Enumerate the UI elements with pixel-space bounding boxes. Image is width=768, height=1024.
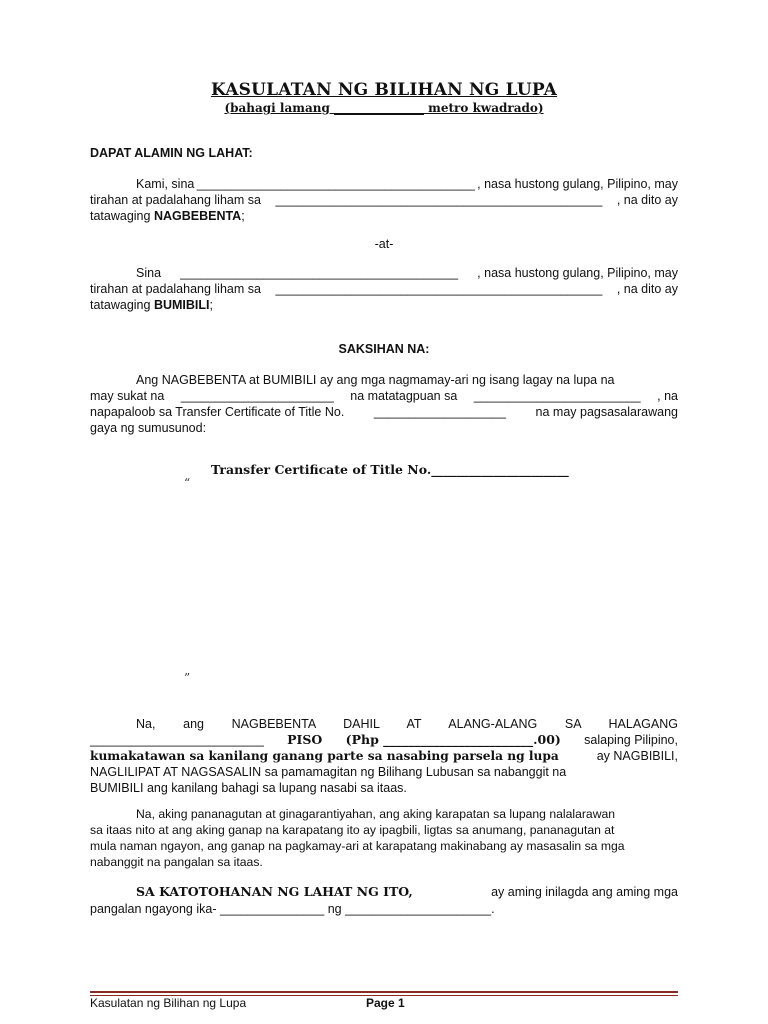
land-location-blank: ________________________ (473, 389, 641, 403)
seller-paragraph: Kami, sina ________________________________________ , nasa hustong gulang, Pilipino, may tirahan at padalahang liham sa _______________________________________________ , na dito ay tatawaging NAGBEBENTA; (90, 177, 678, 223)
warranty-paragraph: Na, aking pananagutan at ginagarantiyahan, ang aking karapatan sa lupang nalalarawan sa itaas nito at ang aking ganap na karapatang ito ay ipagbili, ligtas sa anumang, pananagutan at mula naman ngayon, ang ganap na pagkamay-ari at karapatang makinabang ay masasalin sa mga nabanggit na pangalan sa itaas. (90, 807, 625, 869)
buyer-paragraph: Sina ________________________________________ , nasa hustong gulang, Pilipino, may tirahan at padalahang liham sa _______________________________________________ , na dito ay tatawaging BUMIBILI; (90, 266, 678, 312)
price-php-blank: (Php ________________________.00) (345, 732, 561, 747)
section-heading-dapat-alamin: DAPAT ALAMIN NG LAHAT: (90, 146, 253, 160)
tct-number-blank: ___________________ (373, 405, 506, 419)
buyer-role-label: BUMIBILI (153, 298, 210, 312)
signing-date-line: pangalan ngayong ika- _______________ ng _____________________. (90, 902, 495, 916)
tct-heading: Transfer Certificate of Title No.______________________ (211, 462, 569, 477)
witness-paragraph: SA KATOTOHANAN NG LAHAT NG ITO, ay aming inilagda ang aming mga pangalan ngayong ika- _______________ ng _____________________. (90, 884, 678, 916)
seller-name-blank: ________________________________________ (196, 177, 475, 191)
quote-close-mark: ” (184, 671, 191, 685)
ownership-paragraph: Ang NAGBEBENTA at BUMIBILI ay ang mga nagmamay-ari ng isang lagay na lupa na may sukat na ______________________ na matatagpuan sa ________________________ , na napapaloob sa Transfer Certificate of Title No. ___________________ na may pagsasalarawang gaya ng sumusunod: (90, 373, 678, 435)
document-subtitle: (bahagi lamang _______________ metro kwadrado) (224, 101, 544, 115)
seller-address-blank: _______________________________________________ (275, 193, 603, 207)
document-title: KASULATAN NG BILIHAN NG LUPA (210, 80, 558, 100)
land-area-blank: ______________________ (180, 389, 334, 403)
buyer-address-blank: _______________________________________________ (275, 282, 603, 296)
quote-open-mark: “ (184, 476, 191, 490)
footer-page-number: Page 1 (366, 996, 405, 1010)
seller-role-label: NAGBEBENTA (153, 209, 242, 223)
footer-rule-thick (90, 991, 678, 993)
buyer-name-blank: ________________________________________ (180, 266, 459, 280)
price-words-blank: _________________________ (90, 733, 264, 747)
footer-document-name: Kasulatan ng Bilihan ng Lupa (90, 996, 247, 1010)
section-heading-saksihan: SAKSIHAN NA: (338, 342, 430, 356)
sale-paragraph: Na, ang NAGBEBENTA DAHIL AT ALANG-ALANG SA HALAGANG _________________________ PISO (Php ________________________.00) salaping Pilipino, kumakatawan sa kanilang ganang parte sa nasabing parsela ng lupa ay NAGBIBILI, NAGLILIPAT AT NAGSASALIN sa pamamagitan ng Bilihang Lubusan sa nabanggit na BUMIBILI ang kanilang bahagi sa lupang nasabi sa itaas. (90, 717, 678, 795)
at-separator: -at- (374, 237, 394, 251)
